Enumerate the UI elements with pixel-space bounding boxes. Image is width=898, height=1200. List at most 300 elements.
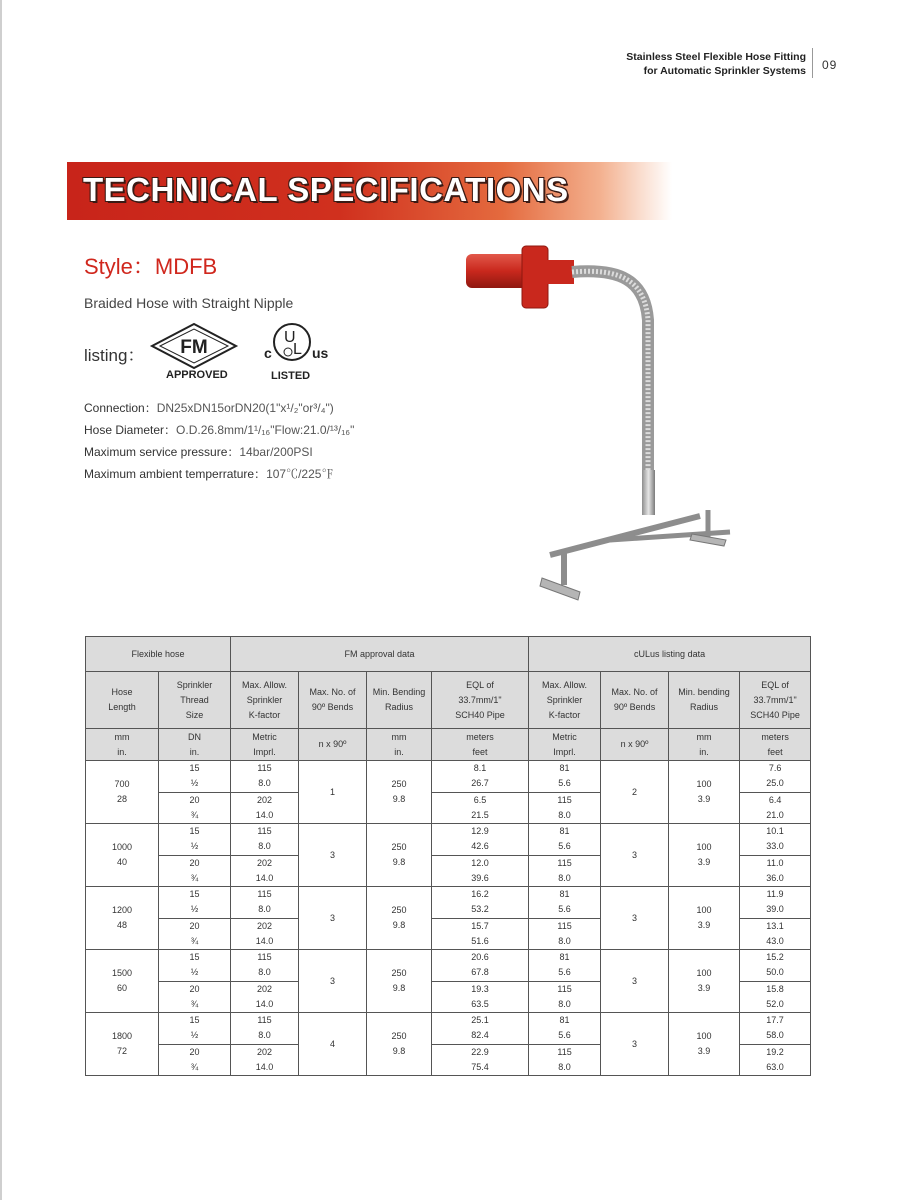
spec-label: Maximum service pressure： [84, 445, 240, 459]
cell-value: 28 [116, 794, 127, 804]
ul-k-factor-cell [529, 792, 601, 824]
cell-value: 1800 [111, 1031, 133, 1041]
column-header-line: EQL of [466, 679, 494, 690]
ul-bends-cell [601, 887, 669, 950]
cell-value: 15.8 [766, 983, 784, 994]
column-header-line: Length [108, 702, 136, 712]
column-header [432, 672, 529, 729]
product-photo [460, 240, 750, 610]
fm-radius-cell [367, 887, 432, 950]
cell-value: 14.0 [255, 1061, 274, 1072]
unit-header [367, 729, 432, 761]
hose-length-cell [86, 824, 159, 887]
fm-approved-caption: APPROVED [166, 369, 228, 381]
unit-header-line: mm [391, 731, 407, 742]
column-header-line: Sprinkler [176, 679, 213, 690]
fm-k-factor-cell [231, 918, 299, 950]
cell-value: 5.6 [558, 778, 571, 789]
cell-value: 14.0 [255, 872, 274, 883]
cell-value: 5.6 [558, 841, 571, 852]
fm-eql-cell [432, 824, 529, 856]
group-culus-listing: cULus listing data [529, 637, 811, 672]
cell-value: 25.1 [471, 1015, 489, 1026]
unit-header-line: mm [114, 731, 130, 742]
cell-value: 36.0 [766, 872, 784, 883]
cell-value: 52.0 [766, 998, 784, 1009]
braided-hose [572, 271, 648, 470]
column-header-line: 90º Bends [311, 702, 354, 712]
cell-value: 3.9 [697, 983, 711, 993]
cell-value: 53.2 [471, 904, 489, 915]
cell-value: 82.4 [471, 1030, 489, 1041]
header-divider [812, 48, 813, 78]
column-header [367, 672, 432, 729]
ul-eql-cell [740, 855, 811, 887]
fm-k-factor-cell [231, 824, 299, 856]
cell-value: ½ [190, 904, 199, 915]
cell-value: 8.0 [558, 998, 571, 1009]
thread-size-cell [159, 824, 231, 856]
ul-eql-cell [740, 761, 811, 793]
cell-value: 100 [696, 1031, 712, 1041]
cell-value: 15 [189, 826, 200, 837]
cell-value: 3.9 [697, 1046, 711, 1056]
unit-header-line: Metric [252, 731, 277, 742]
unit-header-line: meters [466, 731, 494, 742]
column-header-line: Sprinkler [546, 694, 583, 705]
fm-radius-cell [367, 1013, 432, 1076]
cell-value: 115 [257, 826, 272, 837]
cell-value: 16.2 [471, 889, 489, 900]
cell-value: 81 [559, 763, 570, 774]
cell-value: 3 [329, 849, 335, 860]
cell-value: 115 [257, 1015, 272, 1026]
cell-value: 15 [189, 952, 200, 963]
spec-table [85, 636, 811, 1076]
column-header-line: 33.7mm/1" [753, 694, 797, 705]
column-header-line: Max. No. of [309, 687, 356, 697]
header-title-line2: for Automatic Sprinkler Systems [643, 65, 806, 77]
cell-value: ½ [190, 1030, 199, 1041]
hose-length-cell [86, 887, 159, 950]
cell-value: 81 [559, 1015, 570, 1026]
column-header-line: 33.7mm/1" [458, 694, 502, 705]
cell-value: 13.1 [766, 920, 784, 931]
cell-value: 3.9 [697, 920, 711, 930]
cell-value: ¾ [190, 935, 199, 946]
thread-size-cell [159, 855, 231, 887]
hose-length-cell [86, 950, 159, 1013]
column-header [740, 672, 811, 729]
cell-value: 8.0 [258, 1030, 271, 1041]
unit-header [159, 729, 231, 761]
cell-value: 8.0 [258, 778, 271, 789]
section-banner [67, 162, 672, 220]
ul-radius-cell [669, 1013, 740, 1076]
ul-eql-cell [740, 824, 811, 856]
cell-value: 6.5 [473, 794, 487, 805]
ul-eql-cell [740, 1044, 811, 1076]
cell-value: 81 [559, 826, 570, 837]
cell-value: 202 [256, 1046, 273, 1057]
thread-size-cell [159, 1044, 231, 1076]
column-header [231, 672, 299, 729]
column-header-line: K-factor [548, 709, 581, 720]
group-flexible-hose: Flexible hose [86, 637, 231, 672]
fm-bends-cell [299, 887, 367, 950]
cell-value: 700 [114, 779, 130, 789]
fm-bends-cell [299, 1013, 367, 1076]
table-row [86, 1013, 811, 1045]
ul-listed-logo [258, 320, 338, 366]
ul-listed-caption: LISTED [271, 370, 311, 382]
cell-value: 7.6 [768, 763, 782, 774]
cell-value: ½ [190, 967, 199, 978]
spec-value: 14bar/200PSI [239, 445, 313, 459]
unit-header-line: meters [761, 731, 789, 742]
cell-value: 100 [696, 968, 712, 978]
cell-value: 202 [256, 983, 273, 994]
cell-value: 48 [116, 920, 127, 930]
cell-value: 20 [189, 857, 200, 868]
ul-bends-cell [601, 761, 669, 824]
product-subtitle: Braided Hose with Straight Nipple [84, 295, 294, 311]
fm-k-factor-cell [231, 1044, 299, 1076]
cell-value: 6.4 [768, 794, 782, 805]
cell-value: 1 [329, 786, 335, 797]
thread-size-cell [159, 981, 231, 1013]
cell-value: 14.0 [255, 809, 274, 820]
cell-value: 115 [557, 794, 572, 805]
unit-header [299, 729, 367, 761]
ul-k-factor-cell [529, 950, 601, 982]
cell-value: 39.6 [471, 872, 489, 883]
ul-radius-cell [669, 887, 740, 950]
column-header [669, 672, 740, 729]
cell-value: 72 [116, 1046, 127, 1056]
cell-value: 10.1 [766, 826, 784, 837]
cell-value: 14.0 [255, 998, 274, 1009]
cell-value: 3 [329, 975, 335, 986]
cell-value: 19.3 [471, 983, 489, 994]
ul-c-text: c [264, 345, 272, 361]
spec-hose-diameter [84, 422, 354, 444]
unit-header-line: in. [394, 746, 404, 757]
cell-value: 11.9 [766, 889, 784, 900]
fm-k-factor-cell [231, 950, 299, 982]
ul-bends-cell [601, 1013, 669, 1076]
cell-value: 250 [391, 842, 407, 852]
column-header-line: EQL of [761, 679, 789, 690]
column-header-line: Radius [384, 702, 413, 712]
unit-header [432, 729, 529, 761]
cell-value: 20 [189, 1046, 200, 1057]
column-header-line: Size [185, 709, 204, 720]
cell-value: ¾ [190, 809, 199, 820]
unit-header-line: in. [699, 746, 709, 757]
spec-value: O.D.26.8mm/1¹/₁₆"Flow:21.0/¹³/₁₆" [176, 423, 355, 437]
cell-value: 14.0 [255, 935, 274, 946]
fm-bends-cell [299, 950, 367, 1013]
unit-header-line: feet [767, 746, 783, 757]
unit-header [669, 729, 740, 761]
column-header-line: SCH40 Pipe [455, 709, 505, 720]
page-number: 09 [822, 58, 838, 72]
unit-header-line: mm [696, 731, 712, 742]
cell-value: 9.8 [392, 857, 406, 867]
hose-length-cell [86, 761, 159, 824]
unit-header-line: Metric [552, 731, 577, 742]
pipe-coupling [544, 260, 574, 284]
table-row [86, 950, 811, 982]
column-header [601, 672, 669, 729]
cell-value: 3.9 [697, 857, 711, 867]
cell-value: ¾ [190, 872, 199, 883]
column-header-line: 90º Bends [613, 702, 656, 712]
fm-k-factor-cell [231, 981, 299, 1013]
cell-value: 115 [557, 857, 572, 868]
cell-value: 202 [256, 857, 273, 868]
cell-value: 8.0 [558, 809, 571, 820]
fm-radius-cell [367, 761, 432, 824]
cell-value: 5.6 [558, 904, 571, 915]
cell-value: 8.0 [558, 1061, 571, 1072]
column-header-line: Max. Allow. [542, 679, 588, 690]
bracket-foot [540, 578, 580, 600]
spec-list [84, 400, 354, 488]
ul-eql-cell [740, 950, 811, 982]
cell-value: 20 [189, 794, 200, 805]
fm-k-factor-cell [231, 1013, 299, 1045]
cell-value: 115 [257, 889, 272, 900]
cell-value: 8.1 [473, 763, 487, 774]
cell-value: 15 [189, 889, 200, 900]
ul-k-factor-cell [529, 981, 601, 1013]
cell-value: 63.5 [471, 998, 489, 1009]
ul-bends-cell [601, 824, 669, 887]
fm-k-factor-cell [231, 887, 299, 919]
ul-eql-cell [740, 981, 811, 1013]
fm-eql-cell [432, 855, 529, 887]
column-header-line: K-factor [248, 709, 281, 720]
unit-header-line: Imprl. [553, 746, 576, 757]
cell-value: 15 [189, 1015, 200, 1026]
ul-k-factor-cell [529, 855, 601, 887]
cell-value: ¾ [190, 1061, 199, 1072]
column-header-line: Thread [180, 694, 209, 705]
page-edge-line [0, 0, 2, 1200]
cell-value: 2 [632, 786, 638, 797]
cell-value: 3 [632, 1038, 638, 1049]
cell-value: 1500 [111, 968, 133, 978]
unit-header [231, 729, 299, 761]
cell-value: 21.5 [471, 809, 489, 820]
cell-value: 26.7 [471, 778, 489, 789]
table-column-header [86, 672, 811, 729]
fm-eql-cell [432, 1044, 529, 1076]
spec-value: 107℃/225℉ [266, 467, 334, 481]
cell-value: 22.9 [471, 1046, 489, 1057]
ul-k-factor-cell [529, 1013, 601, 1045]
table-row [86, 824, 811, 856]
column-header-line: Hose [111, 687, 133, 697]
cell-value: 20 [189, 920, 200, 931]
fm-radius-cell [367, 950, 432, 1013]
hose-length-cell [86, 1013, 159, 1076]
fm-bends-cell [299, 761, 367, 824]
fm-eql-cell [432, 887, 529, 919]
cell-value: 5.6 [558, 1030, 571, 1041]
cell-value: 25.0 [766, 778, 784, 789]
fm-eql-cell [432, 918, 529, 950]
cell-value: 5.6 [558, 967, 571, 978]
column-header [299, 672, 367, 729]
cell-value: 9.8 [392, 794, 406, 804]
unit-header-line: Imprl. [253, 746, 276, 757]
cell-value: 202 [256, 920, 273, 931]
cell-value: 17.7 [766, 1015, 784, 1026]
cell-value: 8.0 [558, 872, 571, 883]
group-fm-approval: FM approval data [231, 637, 529, 672]
cell-value: 8.0 [258, 841, 271, 852]
cell-value: 42.6 [471, 841, 489, 852]
listing-label: listing： [84, 346, 145, 365]
cell-value: 250 [391, 968, 407, 978]
cell-value: 8.0 [258, 967, 271, 978]
cell-value: 3 [632, 849, 638, 860]
cell-value: 43.0 [766, 935, 784, 946]
cell-value: 11.0 [766, 857, 784, 868]
cell-value: 9.8 [392, 983, 406, 993]
fm-k-factor-cell [231, 855, 299, 887]
thread-size-cell [159, 1013, 231, 1045]
straight-nipple [642, 470, 655, 515]
cell-value: 115 [257, 763, 272, 774]
cell-value: 3 [329, 912, 335, 923]
column-header-line: Max. Allow. [241, 679, 288, 690]
cell-value: 58.0 [766, 1030, 784, 1041]
thread-size-cell [159, 761, 231, 793]
ul-radius-cell [669, 950, 740, 1013]
cell-value: 100 [696, 905, 712, 915]
cell-value: 19.2 [766, 1046, 784, 1057]
cell-value: 250 [391, 905, 407, 915]
style-heading: Style：MDFB [84, 254, 218, 279]
cell-value: 33.0 [766, 841, 784, 852]
unit-header [529, 729, 601, 761]
cell-value: 12.9 [471, 826, 489, 837]
section-title: TECHNICAL SPECIFICATIONS [83, 171, 569, 208]
ul-radius-cell [669, 761, 740, 824]
thread-size-cell [159, 950, 231, 982]
cell-value: ½ [190, 841, 199, 852]
fm-radius-cell [367, 824, 432, 887]
cell-value: 9.8 [392, 920, 406, 930]
unit-header-line: feet [472, 746, 488, 757]
table-row [86, 887, 811, 919]
cell-value: 15.2 [766, 952, 784, 963]
spec-value: DN25xDN15orDN20(1"x¹/₂"or³/₄") [156, 401, 334, 415]
spec-label: Maximum ambient temperrature： [84, 467, 267, 481]
unit-header-line: in. [189, 746, 200, 757]
thread-size-cell [159, 918, 231, 950]
cell-value: 115 [257, 952, 272, 963]
ul-bends-cell [601, 950, 669, 1013]
ul-k-factor-cell [529, 887, 601, 919]
fm-bends-cell [299, 824, 367, 887]
cell-value: 81 [559, 952, 570, 963]
cell-value: 50.0 [766, 967, 784, 978]
cell-value: 8.0 [558, 935, 571, 946]
unit-header [601, 729, 669, 761]
cell-value: 9.8 [392, 1046, 406, 1056]
table-row [86, 761, 811, 793]
ul-l-text: L [293, 341, 302, 358]
column-header [159, 672, 231, 729]
fm-eql-cell [432, 981, 529, 1013]
unit-header-line: in. [117, 746, 127, 757]
unit-header [740, 729, 811, 761]
cell-value: 250 [391, 1031, 407, 1041]
table-group-header [86, 637, 811, 672]
column-header-line: SCH40 Pipe [750, 709, 800, 720]
column-header [86, 672, 159, 729]
column-header-line: Radius [690, 702, 719, 712]
unit-header-line: n x 90º [620, 739, 649, 749]
cell-value: 202 [256, 794, 273, 805]
thread-size-cell [159, 887, 231, 919]
cell-value: 115 [557, 1046, 572, 1057]
cell-value: 15 [189, 763, 200, 774]
cell-value: 20.6 [471, 952, 489, 963]
unit-header-line: n x 90º [318, 739, 347, 749]
fm-mark-text: FM [180, 337, 208, 358]
cell-value: 115 [557, 920, 572, 931]
fm-eql-cell [432, 950, 529, 982]
cell-value: 21.0 [766, 809, 784, 820]
cell-value: 12.0 [471, 857, 489, 868]
fm-k-factor-cell [231, 792, 299, 824]
thread-size-cell [159, 792, 231, 824]
spec-label: Connection： [84, 401, 157, 415]
column-header-line: Max. No. of [611, 687, 658, 697]
ul-k-factor-cell [529, 1044, 601, 1076]
cell-value: 3 [632, 975, 638, 986]
column-header-line: Sprinkler [246, 694, 283, 705]
unit-header-line: DN [188, 731, 201, 742]
ul-eql-cell [740, 1013, 811, 1045]
ul-radius-cell [669, 824, 740, 887]
cell-value: ½ [190, 778, 199, 789]
cell-value: 40 [116, 857, 127, 867]
cell-value: 1000 [111, 842, 133, 852]
cell-value: 39.0 [766, 904, 784, 915]
cell-value: 75.4 [471, 1061, 489, 1072]
ul-k-factor-cell [529, 761, 601, 793]
cell-value: ¾ [190, 998, 199, 1009]
spec-label: Hose Diameter： [84, 423, 177, 437]
cell-value: 4 [329, 1038, 335, 1049]
spec-connection [84, 400, 354, 422]
fm-eql-cell [432, 792, 529, 824]
cell-value: 15.7 [471, 920, 489, 931]
spec-max-temperature [84, 466, 354, 488]
column-header [529, 672, 601, 729]
cell-value: 51.6 [471, 935, 489, 946]
cell-value: 81 [559, 889, 570, 900]
cell-value: 250 [391, 779, 407, 789]
document-header [626, 50, 806, 78]
